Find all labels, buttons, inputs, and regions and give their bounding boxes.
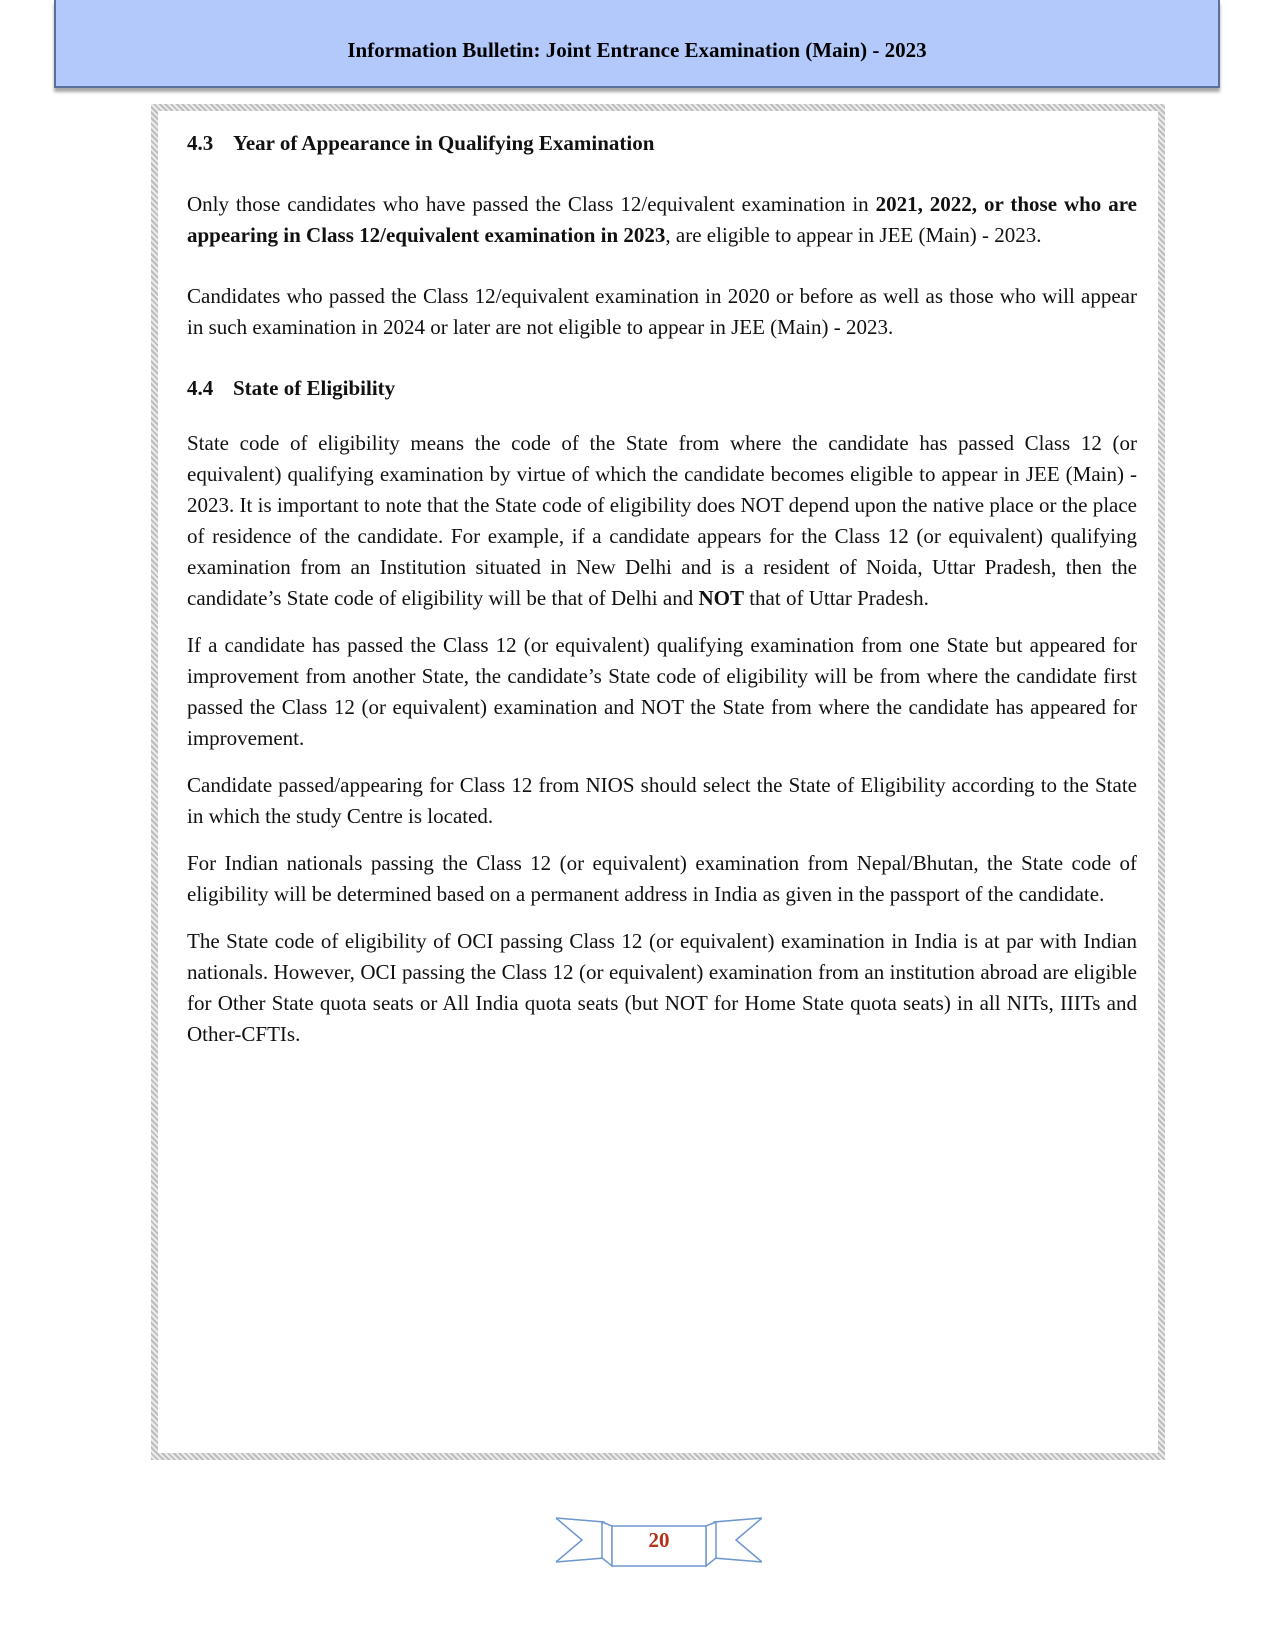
text-run: that of Uttar Pradesh. [743,586,929,610]
paragraph [187,189,1137,251]
section-title: State of Eligibility [233,376,396,400]
paragraph: If a candidate has passed the Class 12 (or equivalent) qualifying examination from one State but appeared for improvement from another State, the candidate’s State code of eligibility will be from where the candidate first passed the Class 12 (or equivalent) examination and NOT the State from where the candidate has appeared for improvement. [187,633,1137,750]
page-header [54,0,1220,88]
bold-text: NOT [698,586,744,610]
section-number: 4.4 [187,376,214,400]
header-title: Information Bulletin: Joint Entrance Examination (Main) - 2023 [347,38,927,62]
page-number-ribbon [556,1512,762,1570]
page-number: 20 [648,1528,670,1552]
text-run: , are eligible to appear in JEE (Main) - 2023. [665,223,1042,247]
section-title: Year of Appearance in Qualifying Examination [233,131,655,155]
paragraph: The State code of eligibility of OCI passing Class 12 (or equivalent) examination in India is at par with Indian nationals. However, OCI passing the Class 12 (or equivalent) examination from an institution abroad are eligible for Other State quota seats or All India quota seats (but NOT for Home State quota seats) in all NITs, IIITs and Other-CFTIs. [187,929,1137,1046]
text-run: Only those candidates who have passed the Class 12/equivalent examination in [187,192,876,216]
section-heading-4-3 [187,128,1137,159]
paragraph [187,428,1137,614]
section-heading-4-4 [187,373,1137,404]
paragraph: Candidate passed/appearing for Class 12 from NIOS should select the State of Eligibility according to the State in which the study Centre is located. [187,773,1137,828]
page-content [187,128,1137,1050]
paragraph: Candidates who passed the Class 12/equivalent examination in 2020 or before as well as those who will appear in such examination in 2024 or later are not eligible to appear in JEE (Main) - 2023. [187,284,1137,339]
text-run: State code of eligibility means the code of the State from where the candidate has passed Class 12 (or equivalent) qualifying examination by virtue of which the candidate becomes eligible to appear in JEE (Main) - 2023. It is important to note that the State code of eligibility does NOT depend upon the native place or the place of residence of the candidate. For example, if a candidate appears for the Class 12 (or equivalent) qualifying examination from an Institution situated in New Delhi and is a resident of Noida, Uttar Pradesh, then the candidate’s State code of eligibility will be that of Delhi and [187,431,1137,610]
bold-text: 2021, 2022, or those who are appearing in Class 12/equivalent examination in 2023 [187,192,1138,247]
section-number: 4.3 [187,131,214,155]
paragraph: For Indian nationals passing the Class 12 (or equivalent) examination from Nepal/Bhutan, the State code of eligibility will be determined based on a permanent address in India as given in the passport of the candidate. [187,851,1137,906]
